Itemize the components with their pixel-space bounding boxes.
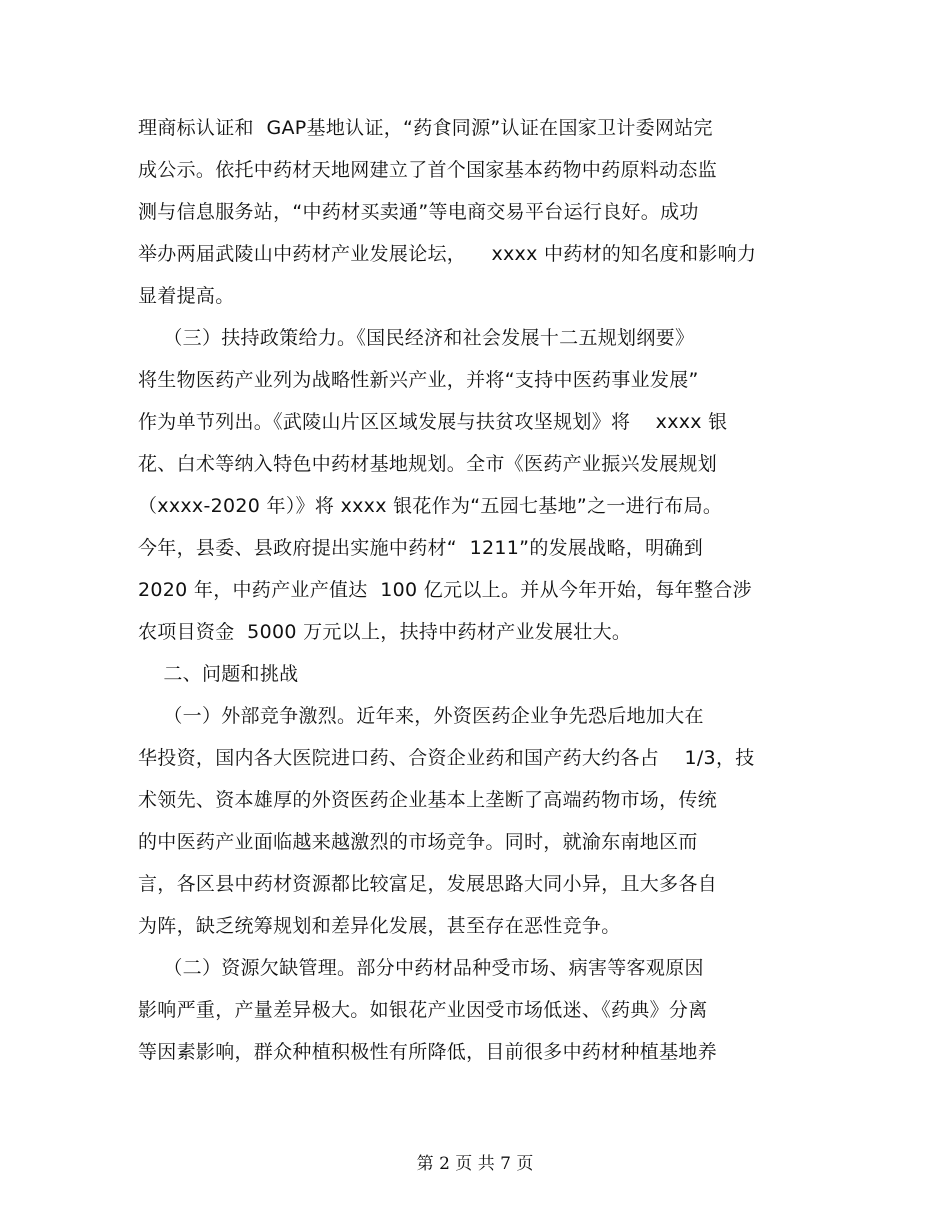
- text-line: 华投资，国内各大医院进口药、合资企业药和国产药大约各占 1/3，技: [138, 747, 755, 769]
- text-line: 农项目资金 5000 万元以上，扶持中药材产业发展壮大。: [138, 621, 632, 643]
- text-line: 等因素影响，群众种植积极性有所降低，目前很多中药材种植基地养: [138, 1041, 718, 1063]
- text-line: 的中医药产业面临越来越激烈的市场竞争。同时，就渝东南地区而: [138, 831, 698, 853]
- text-line: 2020 年，中药产业产值达 100 亿元以上。并从今年开始，每年整合涉: [138, 579, 752, 601]
- text-line: （三）扶持政策给力。《国民经济和社会发展十二五规划纲要》: [138, 327, 695, 349]
- text-line: 理商标认证和 GAP基地认证，“药食同源”认证在国家卫计委网站完: [138, 117, 713, 139]
- page-footer: 第 2 页 共 7 页: [416, 1154, 534, 1174]
- text-line: 显着提高。: [138, 285, 235, 307]
- text-line: 作为单节列出。《武陵山片区区域发展与扶贫攻坚规划》将 xxxx 银: [138, 411, 728, 433]
- text-line: 言，各区县中药材资源都比较富足，发展思路大同小异，且大多各自: [138, 873, 718, 895]
- text-line: 影响严重，产量差异极大。如银花产业因受市场低迷、《药典》分离: [138, 999, 708, 1021]
- text-line: （xxxx-2020 年）》将 xxxx 银花作为“五园七基地”之一进行布局。: [138, 495, 723, 517]
- text-line: 今年，县委、县政府提出实施中药材“ 1211”的发展战略，明确到: [138, 537, 704, 559]
- section-heading: 二、问题和挑战: [138, 663, 299, 685]
- text-line: 花、白术等纳入特色中药材基地规划。全市《医药产业振兴发展规划: [138, 453, 718, 475]
- text-line: 术领先、资本雄厚的外资医药企业基本上垄断了高端药物市场，传统: [138, 789, 718, 811]
- text-line: 成公示。依托中药材天地网建立了首个国家基本药物中药原料动态监: [138, 159, 718, 181]
- text-line: 测与信息服务站，“中药材买卖通”等电商交易平台运行良好。成功: [138, 201, 699, 223]
- text-line: （一）外部竞争激烈。近年来，外资医药企业争先恐后地加大在: [138, 705, 704, 727]
- text-line: 举办两届武陵山中药材产业发展论坛， xxxx 中药材的知名度和影响力: [138, 243, 757, 265]
- text-line: 为阵，缺乏统筹规划和差异化发展，甚至存在恶性竞争。: [138, 915, 621, 937]
- text-line: （二）资源欠缺管理。部分中药材品种受市场、病害等客观原因: [138, 957, 704, 979]
- text-line: 将生物医药产业列为战略性新兴产业，并将“支持中医药事业发展”: [138, 369, 699, 391]
